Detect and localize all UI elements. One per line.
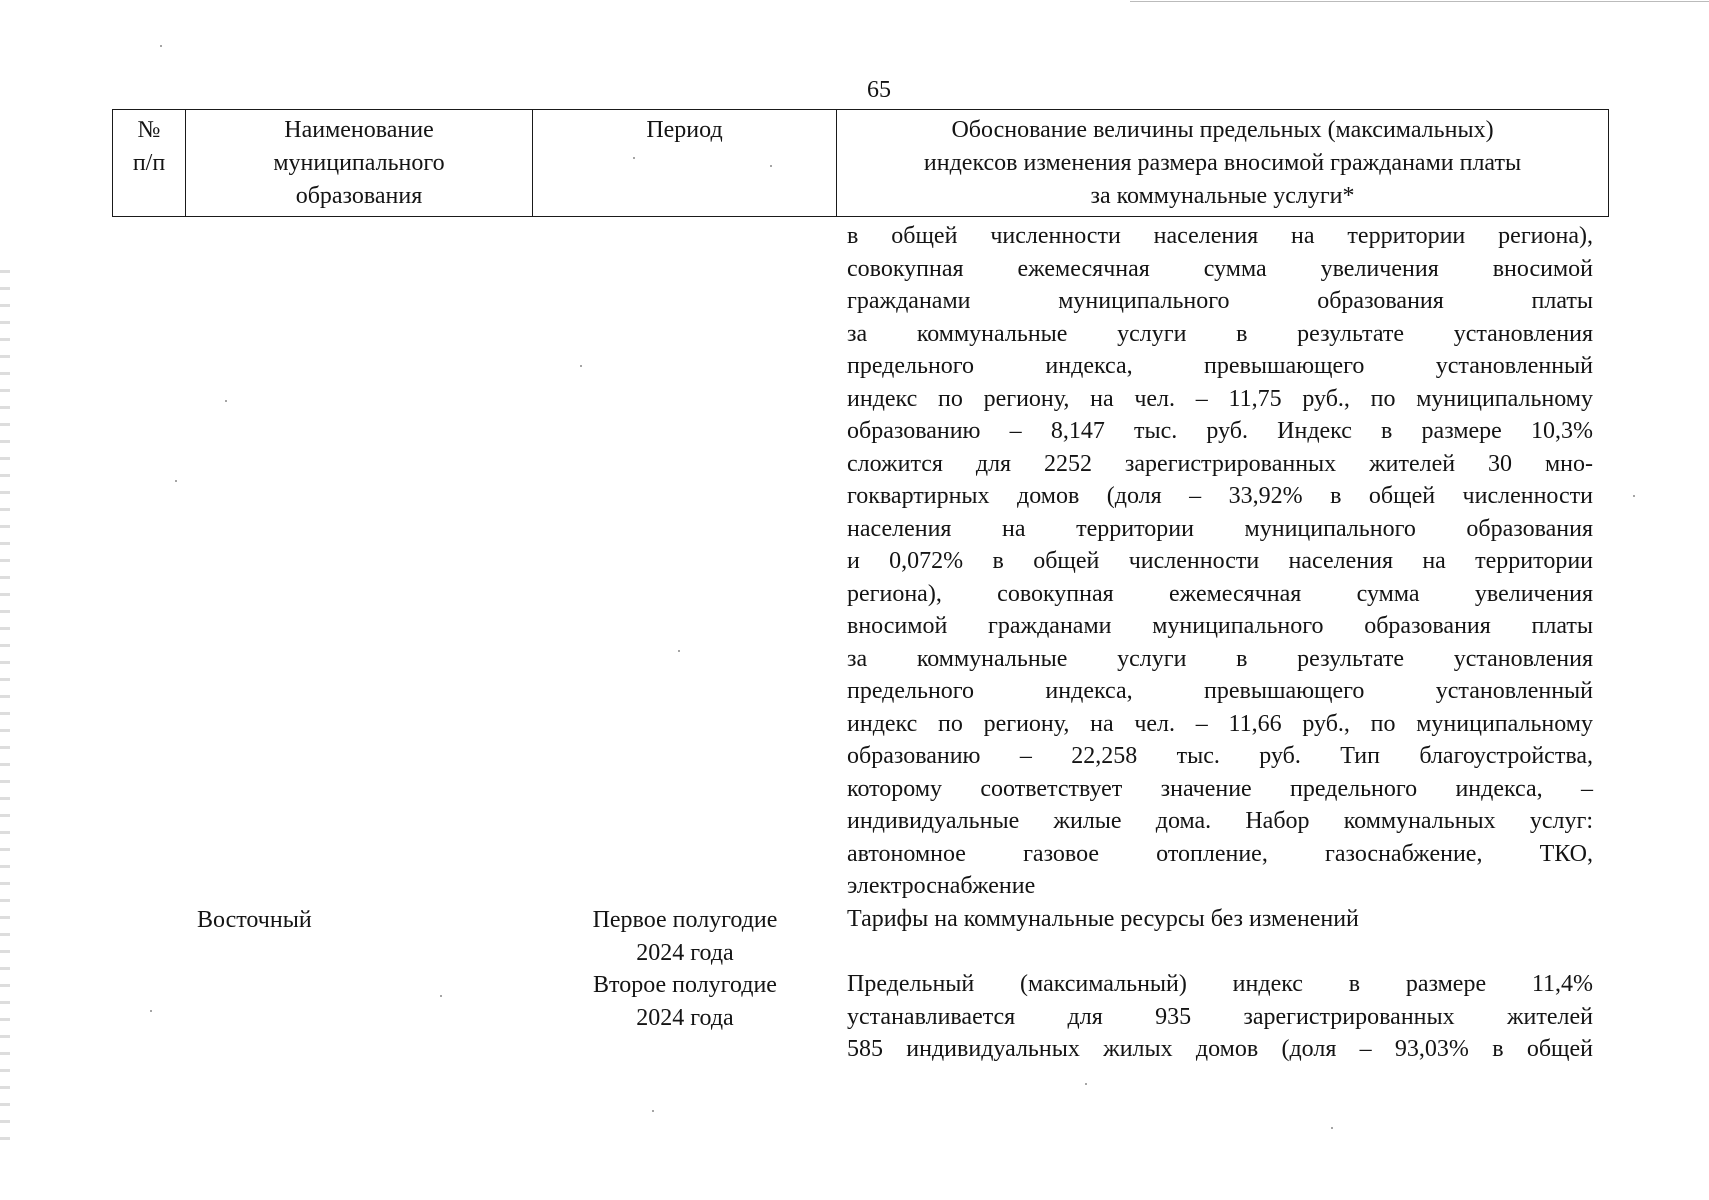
header-text: образования — [295, 183, 423, 209]
text-line: региона), совокупная ежемесячная сумма увеличения — [847, 580, 1593, 607]
text-line: автономное газовое отопление, газоснабжение, ТКО, — [847, 840, 1593, 867]
header-text: индексов изменения размера вносимой гражданами платы — [923, 150, 1522, 176]
scan-edge-line — [1130, 1, 1709, 2]
scan-speck — [633, 157, 635, 159]
header-text: № — [137, 117, 161, 143]
text-line: образованию – 22,258 тыс. руб. Тип благоустройства, — [847, 743, 1593, 769]
text-line: гоквартирных домов (доля – 33,92% в общей численности — [847, 483, 1593, 509]
header-cell-period — [533, 110, 837, 216]
justification-second-half — [847, 968, 1593, 1066]
municipality-name: Восточный — [197, 907, 312, 933]
period-first-half — [558, 904, 812, 969]
scan-speck — [652, 1110, 654, 1112]
text-line: сложится для 2252 зарегистрированных жителей 30 мно- — [847, 450, 1593, 477]
scan-speck — [160, 45, 162, 47]
text-line: за коммунальные услуги в результате установления — [847, 645, 1593, 672]
text-line: 585 индивидуальных жилых домов (доля – 93,03% в общей — [847, 1036, 1593, 1062]
justification-first-half — [847, 903, 1593, 936]
text-line: предельного индекса, превышающего установленный — [847, 678, 1593, 704]
scan-speck — [678, 650, 680, 652]
header-cell-justification — [837, 110, 1608, 216]
scan-speck — [1085, 1083, 1087, 1085]
header-text: Наименование — [284, 117, 434, 143]
text-line: Предельный (максимальный) индекс в размере 11,4% — [847, 971, 1593, 997]
text-line: которому соответствует значение предельного индекса, – — [847, 775, 1593, 802]
scan-speck — [1633, 495, 1635, 497]
text-line: устанавливается для 935 зарегистрированных жителей — [847, 1003, 1593, 1030]
scan-speck — [175, 480, 177, 482]
text-line: и 0,072% в общей численности населения на территории — [847, 548, 1593, 574]
justification-continuation — [847, 220, 1593, 903]
text-line: предельного индекса, превышающего установленный — [847, 353, 1593, 379]
text-line: населения на территории муниципального образования — [847, 515, 1593, 542]
text-line: индивидуальные жилые дома. Набор коммунальных услуг: — [847, 808, 1593, 834]
scan-speck — [1331, 1127, 1333, 1129]
header-cell-municipality — [186, 110, 533, 216]
header-text: Обоснование величины предельных (максимальных) — [951, 117, 1494, 143]
scan-speck — [440, 995, 442, 997]
scan-edge-noise — [0, 270, 10, 1150]
text-line: Тарифы на коммунальные ресурсы без изменений — [847, 906, 1359, 932]
header-text: за коммунальные услуги* — [1090, 183, 1355, 209]
text-line: совокупная ежемесячная сумма увеличения вносимой — [847, 255, 1593, 282]
period-text: Второе полугодие — [593, 972, 777, 998]
text-line: электроснабжение — [847, 873, 1036, 899]
text-line: образованию – 8,147 тыс. руб. Индекс в размере 10,3% — [847, 418, 1593, 444]
text-line: за коммунальные услуги в результате установления — [847, 320, 1593, 347]
text-line: вносимой гражданами муниципального образования платы — [847, 613, 1593, 639]
period-text: Первое полугодие — [592, 907, 778, 933]
header-text: Период — [646, 117, 723, 143]
page-number: 65 — [867, 77, 891, 103]
period-second-half — [558, 969, 812, 1034]
text-line: индекс по региону, на чел. – 11,66 руб., по муниципальному — [847, 710, 1593, 737]
scan-speck — [150, 1010, 152, 1012]
header-text: муниципального — [273, 150, 445, 176]
period-text: 2024 года — [636, 1004, 734, 1031]
period-text: 2024 года — [636, 939, 734, 966]
table-header — [112, 109, 1609, 217]
text-line: индекс по региону, на чел. – 11,75 руб., по муниципальному — [847, 385, 1593, 412]
scan-speck — [770, 165, 772, 167]
header-cell-number — [113, 110, 186, 216]
scan-speck — [580, 365, 582, 367]
text-line: гражданами муниципального образования платы — [847, 288, 1593, 314]
text-line: в общей численности населения на территории региона), — [847, 223, 1593, 249]
scan-speck — [225, 400, 227, 402]
header-text: п/п — [132, 150, 166, 176]
